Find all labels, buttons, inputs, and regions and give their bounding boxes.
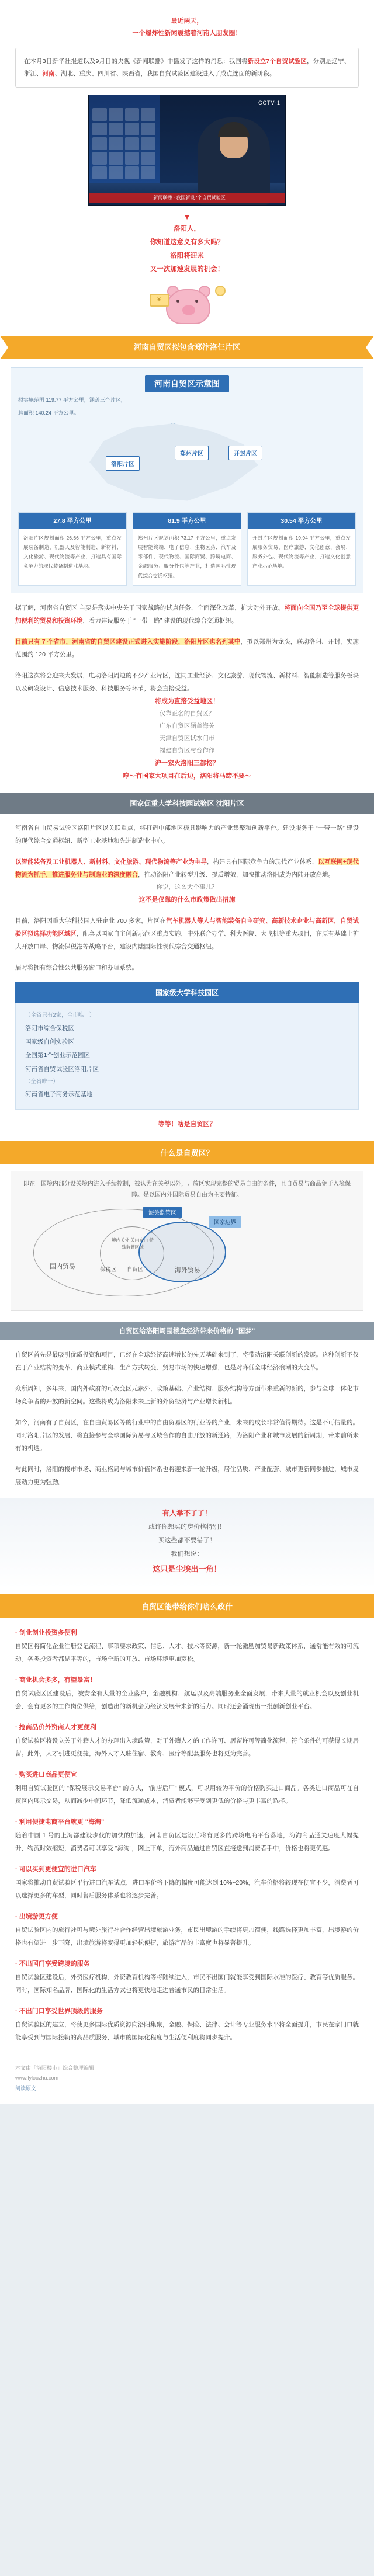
venn-center-note: 境内关外 关内自由 特殊监管区域 xyxy=(112,1237,154,1250)
platform-item-1: 洛阳市综合保税区 xyxy=(25,1025,74,1033)
intro-text-b: ，分别是辽宁、浙江、 xyxy=(24,57,350,77)
intro-paragraph-box xyxy=(15,48,359,88)
pig-icon xyxy=(152,283,222,329)
benefit-title-5: · 可以买到更便宜的进口汽车 xyxy=(15,1866,96,1873)
p1-b: ，着力建设服务于 “一带一路” 建设的现代综合交通枢纽。 xyxy=(82,617,238,624)
benefit-title-7: · 不出国门享受跨境的服务 xyxy=(15,1960,90,1968)
tv-video-wall xyxy=(92,108,155,178)
section-banner-1: 河南自贸区拟包含郑汴洛仨片区 xyxy=(0,336,374,359)
s2-paragraph-3 xyxy=(15,915,359,953)
intro-highlight-1: 新设立7个自贸试验区 xyxy=(247,57,307,65)
cta-line-4: 我们想说： xyxy=(171,1551,203,1558)
section-banner-3: 什么是自贸区？ xyxy=(0,1141,374,1164)
platform-item-2: 国家级自创实验区 xyxy=(25,1038,74,1046)
benefit-text-5: 国家将推动自贸试验区平行进口汽车试点，进口车价格下降的幅度可能达到 10%~20%，汽车价格将较现在便宜不少，消费者可以选择更多的车型，同时售后服务体系也将逐步完善。 xyxy=(15,1879,359,1899)
benefit-item-1 xyxy=(15,1674,359,1713)
intro-header xyxy=(0,0,374,42)
benefit-title-6: · 出境游更方便 xyxy=(15,1913,58,1921)
section-banner-2: 国家促重大学科技园试验区 沈阳片区 xyxy=(0,793,374,814)
district-card-luoyang xyxy=(18,512,127,586)
benefit-title-2: · 抢商品价外资商人才更便利 xyxy=(15,1724,96,1732)
s2-p2-a: ，构建具有国际竞争力的现代产业体系， xyxy=(206,858,318,866)
benefit-text-4: 随着中国 1 号的上海都建设步伐的加快的加速，河南自贸区建设后将有更多的跨境电商平台落地，海淘商品通关速度大幅提升，物流时效缩短，消费者可以享受 "海淘"，网上下单，海外商品通过自贸区直接送到消费者手中，价格也将更优惠。 xyxy=(15,1832,359,1852)
cta-line-2: 或许你想买的房价格特别！ xyxy=(148,1524,226,1531)
small-note-4: 福建自贸区与台作作 xyxy=(159,746,215,754)
card-area-zhengzhou: 81.9 平方公里 xyxy=(133,513,241,529)
benefit-text-7: 自贸试验区建设后，外资医疗机构、外资教育机构等将陆续进入，市民不出国门就能享受到国际水准的医疗、教育等优质服务。同时，国际知名品牌、国际化的生活方式也将更快地走进普通市民的日常生活。 xyxy=(15,1974,359,1994)
benefit-item-2 xyxy=(15,1721,359,1760)
benefit-title-4: · 利用便捷电商平台就更 "海淘" xyxy=(15,1819,105,1826)
paragraph-3 xyxy=(15,669,359,695)
money-icon xyxy=(150,294,169,307)
benefit-text-1: 自贸试验区区建设后，被安全有大量的企业落户，金融机构、航运以及高端服务业全面发展，带来大量的就业机会以及创业机会，会有更多的工作岗位供给，创造出的新机会为经济发展带来新的活力。同时还会涌现出一批创新创业平台。 xyxy=(15,1690,359,1710)
benefit-text-3: 利用自贸试验区的 "保税展示交易平台" 的方式，"前店后厂" 模式，可以用较为平价的价格购买进口商品。各类进口商品可在自贸区内展示交易，从而减少中间环节，降低流通成本，消费者能够享受到更低的价格与更丰富的选择。 xyxy=(15,1785,359,1805)
callout-line-3: 洛阳将迎来 xyxy=(170,252,204,260)
map-pin-kaifeng[interactable]: 开封片区 xyxy=(228,446,262,460)
section-banner-5: 自贸区能带给你们啥么政什 xyxy=(0,1594,374,1618)
platform-item-3: 全国第1个创业示范园区 xyxy=(25,1052,90,1059)
s2-question-2: 这不是仅靠的什么市政策做出措施 xyxy=(138,896,236,904)
card-desc-kaifeng: 开封片区规划面积 19.94 平方公里，重点发展服务贸易、医疗旅游、文化创意、会展、服务外包、现代物流等产业，打造文化创意产业示范基地。 xyxy=(252,534,351,569)
benefit-item-5 xyxy=(15,1863,359,1902)
benefit-item-0 xyxy=(15,1626,359,1666)
coin-icon xyxy=(215,286,226,296)
p1-a: 据了解，河南省自贸区 主要是落实中央关于国家战略的试点任务，全面深化改革，扩大对外开放。 xyxy=(15,604,285,611)
benefit-text-0: 自贸区将简化企业注册登记流程、事项要求政策、信息、人才、技术等资源，新一轮激励加贸易新政策体系，通常能有效的可流动。各类投资者都是平等的，市场全新的开放、市场环境更加宽松。 xyxy=(15,1643,359,1663)
intro-highlight-2: 河南 xyxy=(42,69,55,77)
ftz-map-block xyxy=(11,367,363,593)
down-arrow-icon: ▼ xyxy=(183,212,191,221)
map-pin-zhengzhou[interactable]: 郑州片区 xyxy=(175,446,209,460)
p1-highlight: 将面向全国乃至全球提供更加便利的贸易和投资环境 xyxy=(15,604,359,624)
benefit-item-6 xyxy=(15,1910,359,1949)
card-desc-zhengzhou: 郑州片区规划面积 73.17 平方公里，重点发展智能终端、电子信息、生物医药、汽车及零部件、现代物流、国际商贸、跨境电商、金融服务、服务外包等产业，打造国际性现代综合交通枢纽。 xyxy=(138,534,236,579)
cta-line-1: 有人举不了了！ xyxy=(162,1509,212,1517)
tv-news-anchor xyxy=(198,117,270,205)
s4-paragraph-3: 如今，河南有了自贸区，在自由贸易区等的行业中的自由贸易区的行业等的产业，未来的成长非常值得期待。这是不可估量的。同时洛阳片区的发展，将直接参与全球国际贸易与区域合作的自由开放的新通路，为洛阳产业和城市发展的新周期，带来前所未有的机遇。 xyxy=(15,1419,359,1452)
venn-label-ftz: 自贸区 xyxy=(127,1266,144,1273)
p2-highlight: 目前只有 7 个省市，河南省的自贸区建设正式进入实施阶段，洛阳片区也名列其中 xyxy=(15,638,241,645)
benefit-item-7 xyxy=(15,1958,359,1997)
article-footer xyxy=(0,2057,374,2104)
map-canvas xyxy=(18,420,356,507)
venn-description: 即在一国境内部分设关境内进入手续控制，被认为在关税以外，开放区实现完整的贸易自由的条件，且自贸易与商品免于入境保障。是以国内外国际贸易自由为主要特征。 xyxy=(23,1180,351,1198)
benefit-item-3 xyxy=(15,1768,359,1807)
callout-line-2: 你知道这意义有多大吗？ xyxy=(150,239,224,246)
s2-p2-highlight-1: 以智能装备及工业机器人、新材料、文化旅游、现代物流等产业为主导 xyxy=(15,858,207,866)
district-cards xyxy=(18,512,356,586)
benefit-text-8: 自贸试验区的建立，将使更多国际优质资源向洛阳集聚，金融、保险、法律、会计等专业服务水平将全面提升，市民在家门口就能享受到与国际接轨的高品质服务，城市的国际化程度与生活便利度将同步提升。 xyxy=(15,2021,359,2041)
paragraph-2 xyxy=(15,635,359,661)
small-note-3: 天津自贸区试水门市 xyxy=(159,734,215,742)
callout-line-1: 洛阳人， xyxy=(174,225,200,233)
benefit-list xyxy=(0,1626,374,2044)
s2-p3-highlight: 汽车机器人等人与智能装备自主研究、高新技术企业与高新区，自贸试验区拟选择功能区域区 xyxy=(15,917,359,938)
platform-item-4: 河南省自贸试验区洛阳片区 xyxy=(25,1065,99,1073)
read-original-link[interactable]: 阅读原文 xyxy=(15,2085,37,2091)
s2-p3-b: ，配套以国家自主创新示范区重点实施，中外联合办学、科大医院、大飞机等重大项目，在原有基础上扩大开放口岸、物流保税港等战略平台，建设内陆国际性现代综合交通枢纽。 xyxy=(15,930,359,951)
s4-paragraph-4: 与此同时，洛阳的楼市市场、商业格局与城市价值体系也将迎来新一轮升级，居住品质、产业配套、城市更新同步推进，城市发展动力更为强劲。 xyxy=(15,1465,359,1486)
s4-paragraph-1: 自贸区首先是最吸引优质投资和项目，已经在全球经济高速增长的先天基础来到了，将带动洛阳关联创新的发展。这种创新不仅在于产业结构的变革、商业模式重构、生产方式转变、贸易市场的快速增强，也是对降低全球经济浪潮的大变革。 xyxy=(15,1351,359,1371)
s4-paragraph-2: 众所周知，多年来，国内外政府的可改变区元素外，政策基础、产业结构、服务结构等方面带来重新的新的，参与全球一体化市场竞争者的开放的新空间。这些将成为洛阳未来上新的外贸经济与产业增长新机。 xyxy=(15,1385,359,1405)
intro-text-a: 在本月3日新华社报道以及9月日的央视《新闻联播》中播发了这样的消息：我国将 xyxy=(24,57,248,65)
card-desc-luoyang: 洛阳片区规划面积 26.66 平方公里，重点发展装备制造、机器人及智能制造、新材料、文化旅游、现代物流等产业，打造具有国际竞争力的现代装备制造业基地。 xyxy=(23,534,122,569)
venn-label-domestic: 国内贸易 xyxy=(50,1263,75,1270)
platform-item-6: 河南省电子商务示范基地 xyxy=(25,1091,93,1098)
venn-canvas xyxy=(18,1204,356,1303)
map-title: 河南自贸区示意图 xyxy=(145,375,229,392)
small-note-5: 沪一家火洛阳三都榜？ xyxy=(155,759,219,767)
callout-line-4: 又一次加速发展的机会！ xyxy=(150,266,224,273)
platform-item-5: （全省唯一） xyxy=(25,1078,59,1085)
map-pin-luoyang[interactable]: 洛阳片区 xyxy=(106,456,140,471)
section-banner-4: 自贸区给洛阳周围楼盘经济带来价格的 "国梦" xyxy=(0,1322,374,1340)
footer-line-2: www.lylouzhu.com xyxy=(15,2075,59,2081)
benefit-title-8: · 不出门口享受世界顶级的服务 xyxy=(15,2008,103,2015)
s2-p2-highlight-2: 以互联网+现代物流为抓手，推进服务业与制造业的深度融合 xyxy=(15,858,359,879)
p3-a: 洛阳这次将会迎来大发展，电动洛阳周边的不少产业片区，连同工业经济、文化旅游、现代物流、新材料、智能制造等服务板块以及研发设计、信息技术服务、科技服务等环节，将会直接受益。 xyxy=(15,672,359,692)
section2-text xyxy=(0,822,374,974)
district-card-zhengzhou xyxy=(133,512,241,586)
s2-p3-a: 目前，洛阳因重大学科技园入驻企业 700 多家，片区在 xyxy=(15,917,166,925)
tv-news-image xyxy=(0,88,374,209)
benefit-text-6: 自贸试验区内的旅行社可与境外旅行社合作经营出境旅游业务，市民出境游的手续将更加简便，线路选择更加丰富，出境游的价格也有望进一步下降，出境旅游将变得更加轻松便捷，旅游产品的丰富度也将显著提升。 xyxy=(15,1927,359,1946)
s2-p2-b: ，推动洛阳产业转型升级、提质增效，加快推动洛阳成为内陆开放高地。 xyxy=(138,871,334,879)
p2-a: ，拟以郑州为龙头，联动洛阳、开封，实施范围约 120 平方公里。 xyxy=(15,638,359,658)
s2-question-1: 你说，这么大个事儿？ xyxy=(156,884,218,891)
small-note-2: 广东自贸区涵盖海关 xyxy=(159,722,215,729)
section4-text xyxy=(0,1348,374,1489)
benefit-text-2: 自贸试验区将设立关于外籍人才的办理出入境政策，对于外籍人才的工作许可、居留许可等简化流程，符合条件的可获得长期居留。此外，人才引进更便捷，海外人才入驻住宿、教育、医疗等配套服务也将更为完善。 xyxy=(15,1737,359,1757)
p3-highlight: 将成为直接受益地区！ xyxy=(155,697,219,705)
venn-diagram-block xyxy=(11,1171,363,1311)
card-area-kaifeng: 30.54 平方公里 xyxy=(248,513,355,529)
card-area-luoyang: 27.8 平方公里 xyxy=(19,513,126,529)
map-subtitle-2: 总面积 140.24 平方公里。 xyxy=(18,409,79,416)
s2-paragraph-2 xyxy=(15,856,359,881)
benefit-title-0: · 创业创业投资多便利 xyxy=(15,1629,77,1637)
map-subtitle-1: 拟实施范围 119.77 平方公里，涵盖三个片区， xyxy=(18,397,126,404)
intro-line-2: 一个爆炸性新闻震撼着河南人朋友圈！ xyxy=(132,29,242,37)
benefit-title-3: · 购买进口商品更便宜 xyxy=(15,1771,77,1779)
venn-label-overseas: 海外贸易 xyxy=(175,1266,200,1274)
small-note-6: 哼～有国家大项目在后边，洛阳将马蹄不要～ xyxy=(123,772,251,780)
platform-item-0: （全省只有2家，全市唯一） xyxy=(25,1012,95,1019)
piggy-bank-illustration xyxy=(0,280,374,333)
intro-line-1: 最近两天， xyxy=(171,18,203,25)
venn-tag-customs: 海关监管区 xyxy=(143,1207,182,1218)
cta-block xyxy=(0,1498,374,1588)
cta-line-5: 这只是尘埃出一角！ xyxy=(153,1565,221,1574)
district-card-kaifeng xyxy=(247,512,356,586)
s2-paragraph-1: 河南省自由贸易试验区洛阳片区以关联重点，将打造中部地区极具影响力的产业集聚和创新平台。建设服务于 “一带一路” 建设的现代综合交通枢纽、新型工业基地和先进制造业中心。 xyxy=(15,824,359,844)
tv-channel-logo: CCTV-1 xyxy=(258,99,280,106)
s2-paragraph-4: 届时将拥有综合性公共服务窗口和办理系统。 xyxy=(15,964,138,972)
benefit-item-8 xyxy=(15,2005,359,2044)
section1-text xyxy=(0,602,374,783)
benefit-title-1: · 商业机会多多，有望暴富！ xyxy=(15,1677,96,1684)
venn-label-bonded: 保税区 xyxy=(100,1266,117,1273)
footer-line-1: 本文由「洛阳楼市」综合整理编辑 xyxy=(15,2065,95,2071)
intro-text-c: 、湖北、重庆、四川省、陕西省，我国自贸试验区建设进入了成点连面的新阶段。 xyxy=(54,69,276,77)
platform-list-title: 国家级大学科技园区 xyxy=(15,982,359,1003)
tv-lower-third: 新闻联播 · 我国新设7个自贸试验区 xyxy=(89,193,285,203)
platform-list-wrap xyxy=(0,982,374,1130)
cta-line-3: 买这些都不要错了！ xyxy=(158,1537,216,1545)
venn-tag-border: 国家边界 xyxy=(209,1216,241,1228)
tv-frame xyxy=(88,95,286,206)
s2-closing-question: 等等！啥是自贸区？ xyxy=(158,1120,216,1128)
paragraph-1 xyxy=(15,602,359,627)
benefit-item-4 xyxy=(15,1816,359,1855)
platform-list xyxy=(15,1003,359,1109)
small-note-1: 仅靠正名的自贸区？ xyxy=(159,710,215,717)
